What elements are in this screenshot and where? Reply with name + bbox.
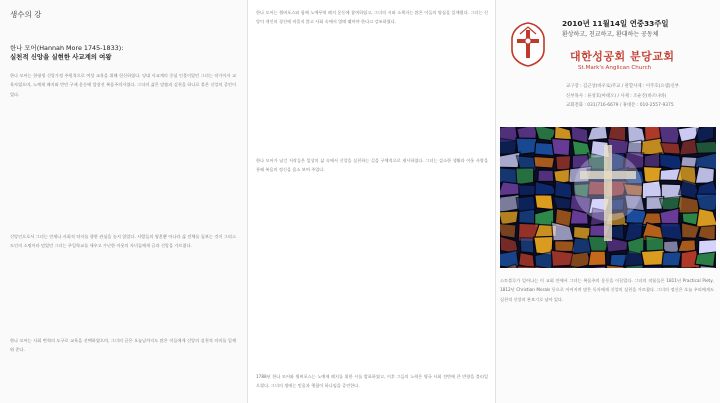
glass-pane: [662, 252, 681, 266]
glass-pane: [500, 182, 520, 196]
church-name-english: St.Mark's Anglican Church: [578, 65, 652, 71]
church-logo-icon: [504, 20, 552, 68]
glass-pane: [535, 195, 554, 210]
church-tagline: 환상하고, 친교하고, 환대하는 공동체: [562, 31, 659, 38]
glass-pane: [587, 127, 607, 140]
glass-pane: [555, 241, 575, 252]
glass-pane: [588, 251, 606, 266]
body-paragraph: 1788년 한나 모어와 윌버포스는 노예제 폐지를 위한 시를 발표하였고, 이후 그들의 노력은 영국 사회 전반에 큰 반향을 불러일으켰다. 그녀의 생애는 믿음과 행함이 하나임을 증언한다.: [256, 374, 488, 389]
glass-pane: [696, 127, 714, 143]
info-line: 교구장 : 김근상(바우로)주교 / 관할사제 : 이주호(요셉)신부: [566, 84, 679, 89]
body-paragraph: 한나 모어는 사회 변혁의 도구로 교육을 선택하였으며, 그녀의 글은 오늘날까지도 많은 이들에게 신앙의 실천적 의미를 일깨워 준다.: [10, 338, 236, 353]
page-right: [496, 0, 720, 403]
info-line: 신부목사 : 류성호(마태오) / 사제 : 조순진(바르나바): [566, 93, 667, 99]
info-line: 교회전화 : 031)716-6679 / 휴대폰 : 010-2557-9375: [566, 103, 674, 109]
page-left: [0, 0, 248, 403]
glass-pane: [538, 170, 554, 182]
glass-pane: [662, 267, 680, 268]
glass-pane: [660, 142, 680, 154]
glass-pane: [679, 139, 697, 155]
glass-pane: [534, 156, 555, 168]
glass-pane: [695, 167, 714, 184]
body-paragraph: 스토블루가 일어나는 이 교회 안에서 그녀는 복음주의 운동을 이끌었다. 그녀의 작품들은 1811년 Practical Piety, 1812년 Christian Morals 등으로 이어지며 많은 독자에게 신앙의 실천을 가르쳤다. 그녀의 정신은 오늘 우리에게도 실천적 신앙의 본보기로 남아 있다.: [500, 278, 714, 302]
glass-pane: [535, 181, 557, 195]
glass-pane: [659, 127, 680, 144]
article-title: [10, 44, 123, 63]
glass-pane: [678, 240, 696, 252]
body-paragraph: 신앙인으로서 그녀는 언제나 사회적 약자를 향한 관심을 놓지 않았다. 사람들의 영혼뿐 아니라 삶 전체를 돌보는 것이 그리스도인의 소명이라 믿었던 그녀는 주일학교를 세우고 가난한 이웃의 자녀들에게 글과 신앙을 가르쳤다.: [10, 234, 236, 249]
issue-date: 2010년 11월14일 연중33주일: [562, 19, 669, 28]
article-title-line2: 실천적 신앙을 실현한 사교계의 여왕: [10, 53, 112, 62]
body-paragraph: 한나 모어는 윌버포스와 함께 노예무역 폐지 운동에 참여하였고, 그녀의 시와 소책자는 많은 이들의 양심을 일깨웠다. 그녀는 신앙이 개인의 경건에 머물지 않고 사회 속에서 열매 맺어야 한다고 강조하였다.: [256, 10, 488, 25]
church-info: [566, 82, 716, 111]
glass-cross-vertical: [604, 145, 612, 241]
glass-pane: [698, 225, 715, 241]
glass-pane: [554, 181, 572, 199]
glass-pane: [572, 238, 591, 255]
glass-pane: [554, 127, 571, 140]
page-middle: [248, 0, 496, 403]
glass-pane: [660, 223, 682, 240]
glass-pane: [500, 211, 518, 225]
body-paragraph: 한나 모어는 한평생 신앙가정 주원칙으로 여성 교육을 위해 헌신하였다. 당대 사교계의 중심 인물이었던 그녀는 작가이자 교육자였으며, 노예제 폐지와 빈민 구제 운동에 앞장선 복음주의자였다. 그녀의 삶은 말씀과 실천을 하나로 묶은 신앙의 증언이었다.: [10, 73, 236, 97]
glass-pane: [589, 266, 606, 268]
glass-pane: [695, 141, 716, 153]
section-tag: 생수의 강: [10, 10, 42, 19]
glass-pane: [552, 267, 573, 268]
glass-pane: [516, 168, 534, 185]
glass-pane: [642, 213, 661, 225]
article-title-line1: 한나 모어(Hannah More 1745-1833):: [10, 44, 124, 52]
glass-cross-horizontal: [580, 171, 636, 179]
glass-pane: [641, 250, 664, 266]
glass-pane: [500, 138, 517, 154]
church-name-korean: 대한성공회 분당교회: [570, 50, 675, 63]
glass-pane: [551, 138, 570, 155]
stained-glass-image: [500, 127, 716, 268]
glass-pane: [677, 196, 699, 213]
glass-pane: [695, 252, 715, 267]
glass-pane: [643, 266, 665, 268]
glass-pane: [520, 238, 534, 253]
glass-pane: [535, 252, 552, 268]
glass-pane: [519, 209, 536, 223]
body-paragraph: 한나 모어가 남긴 저작들은 일상의 삶 속에서 신앙을 실천하는 길을 구체적으로 제시하였다. 그녀는 검소한 생활과 이웃 사랑을 통해 복음의 정신을 몸소 보여 주었다.: [256, 158, 488, 173]
glass-pane: [500, 223, 516, 238]
glass-pane: [556, 156, 571, 171]
